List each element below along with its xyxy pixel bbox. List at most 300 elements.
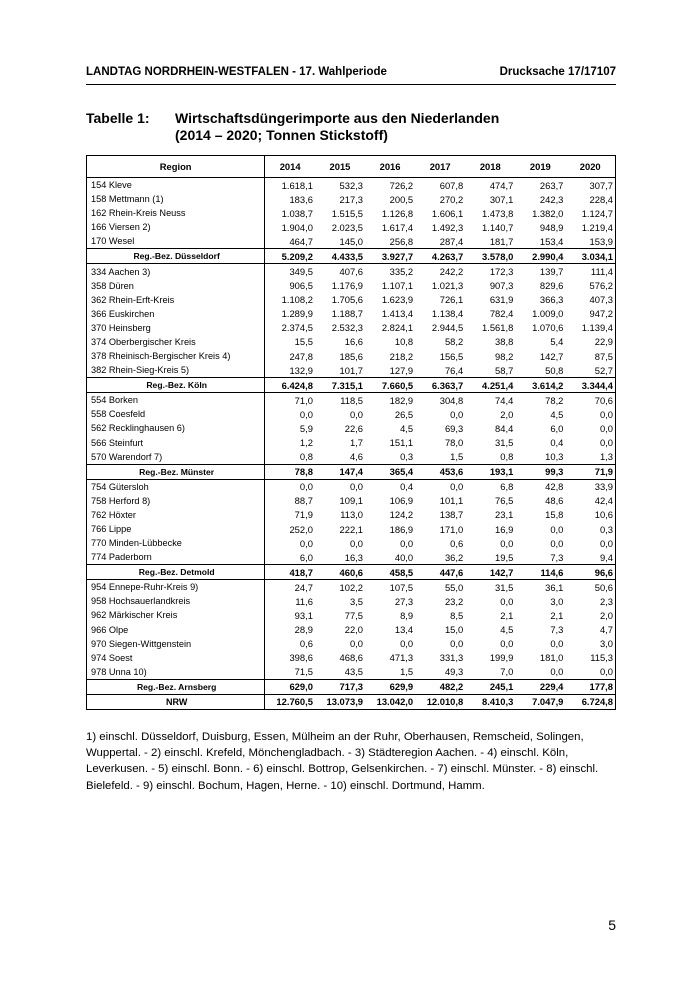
value-cell: 576,2 — [589, 280, 613, 292]
value-cell: 151,1 — [389, 437, 414, 449]
value-cell: 0,0 — [599, 437, 613, 449]
value-cell: 631,9 — [489, 294, 514, 306]
value-cell: 69,3 — [444, 422, 464, 434]
value-cell: 0,0 — [349, 481, 364, 493]
value-cell: 84,4 — [495, 422, 514, 434]
region-cell: 978 Unna 10) — [87, 665, 265, 680]
value-cell: 418,7 — [265, 565, 315, 580]
value-cell: 4,5 — [500, 624, 514, 636]
region-cell: 154 Kleve — [87, 178, 265, 193]
value-cell: 407,3 — [589, 294, 613, 306]
value-cell: 6,0 — [299, 551, 313, 563]
document-number: Drucksache 17/17107 — [499, 66, 616, 78]
region-cell: 770 Minden-Lübbecke — [87, 536, 265, 550]
table-row — [87, 335, 616, 349]
region-cell: 162 Rhein-Kreis Neuss — [87, 206, 265, 220]
data-table — [86, 155, 616, 710]
region-cell: 954 Ennepe-Ruhr-Kreis 9) — [87, 580, 265, 595]
value-cell: 1.473,8 — [482, 207, 514, 219]
value-cell: 15,8 — [545, 509, 564, 521]
value-cell: 58,7 — [495, 364, 514, 376]
value-cell: 2.824,1 — [381, 322, 414, 334]
value-cell: 256,8 — [389, 235, 414, 247]
value-cell: 13,4 — [394, 624, 414, 636]
value-cell: 0,0 — [349, 638, 364, 650]
value-cell: 42,8 — [545, 481, 564, 493]
value-cell: 447,6 — [415, 565, 465, 580]
value-cell: 102,2 — [339, 581, 364, 593]
value-cell: 726,2 — [389, 179, 414, 191]
value-cell: 132,9 — [289, 364, 313, 376]
value-cell: 242,2 — [439, 266, 464, 278]
subtotal-row — [87, 249, 616, 264]
value-cell: 3.927,7 — [365, 249, 415, 264]
value-cell: 0,0 — [550, 537, 564, 549]
value-cell: 42,4 — [594, 495, 613, 507]
value-cell: 1.070,6 — [532, 322, 564, 334]
value-cell: 287,4 — [439, 235, 464, 247]
value-cell: 50,6 — [594, 581, 613, 593]
subtotal-row — [87, 679, 616, 694]
value-cell: 0,0 — [550, 523, 564, 535]
value-cell: 0,0 — [550, 638, 564, 650]
region-cell: 382 Rhein-Sieg-Kreis 5) — [87, 363, 265, 378]
value-cell: 307,7 — [589, 179, 613, 191]
region-cell: 570 Warendorf 7) — [87, 450, 265, 465]
value-cell: 1.492,3 — [431, 221, 464, 233]
value-cell: 0,0 — [450, 481, 464, 493]
value-cell: 0,3 — [400, 451, 414, 463]
value-cell: 782,4 — [489, 308, 514, 320]
value-cell: 6.724,8 — [565, 694, 615, 709]
value-cell: 407,6 — [339, 266, 364, 278]
value-cell: 16,9 — [495, 523, 514, 535]
table-row — [87, 279, 616, 293]
value-cell: 12.010,8 — [415, 694, 465, 709]
value-cell: 245,1 — [465, 679, 515, 694]
value-cell: 77,5 — [344, 609, 364, 621]
value-cell: 218,2 — [389, 350, 414, 362]
region-cell: 166 Viersen 2) — [87, 220, 265, 234]
value-cell: 7,3 — [550, 551, 564, 563]
value-cell: 147,4 — [315, 464, 365, 479]
table-row — [87, 623, 616, 637]
table-row — [87, 494, 616, 508]
table-row — [87, 407, 616, 421]
table-row — [87, 321, 616, 335]
value-cell: 93,1 — [294, 609, 313, 621]
header-left-title: LANDTAG NORDRHEIN-WESTFALEN - 17. Wahlperiode — [86, 66, 387, 78]
value-cell: 1.124,7 — [581, 207, 613, 219]
table-row — [87, 508, 616, 522]
value-cell: 177,8 — [565, 679, 615, 694]
region-cell: Reg.-Bez. Düsseldorf — [87, 249, 265, 264]
value-cell: 38,8 — [495, 336, 514, 348]
value-cell: 474,7 — [489, 179, 514, 191]
value-cell: 101,1 — [439, 495, 464, 507]
value-cell: 1.139,4 — [581, 322, 613, 334]
table-row — [87, 522, 616, 536]
value-cell: 1.176,9 — [331, 280, 364, 292]
value-cell: 23,1 — [495, 509, 514, 521]
table-row — [87, 307, 616, 321]
value-cell: 8,5 — [450, 609, 464, 621]
value-cell: 270,2 — [439, 193, 464, 205]
value-cell: 70,6 — [594, 394, 613, 406]
region-cell: NRW — [87, 694, 265, 709]
value-cell: 0,0 — [299, 408, 313, 420]
value-cell: 252,0 — [289, 523, 313, 535]
value-cell: 307,1 — [489, 193, 514, 205]
value-cell: 40,0 — [394, 551, 414, 563]
value-cell: 181,7 — [489, 235, 514, 247]
value-cell: 1.561,8 — [482, 322, 514, 334]
value-cell: 1.705,6 — [331, 294, 364, 306]
value-cell: 349,5 — [289, 266, 313, 278]
table-row — [87, 264, 616, 279]
value-cell: 471,3 — [389, 652, 414, 664]
value-cell: 15,5 — [294, 336, 313, 348]
column-header: 2017 — [415, 156, 465, 178]
value-cell: 0,8 — [299, 451, 313, 463]
value-cell: 906,5 — [289, 280, 313, 292]
value-cell: 43,5 — [344, 666, 364, 678]
value-cell: 13.073,9 — [315, 694, 365, 709]
value-cell: 0,3 — [599, 523, 613, 535]
value-cell: 114,6 — [515, 565, 565, 580]
value-cell: 172,3 — [489, 266, 514, 278]
value-cell: 142,7 — [539, 350, 564, 362]
value-cell: 2,3 — [599, 595, 613, 607]
value-cell: 0,0 — [450, 408, 464, 420]
value-cell: 458,5 — [365, 565, 415, 580]
value-cell: 10,3 — [545, 451, 564, 463]
value-cell: 0,0 — [400, 638, 414, 650]
value-cell: 1,5 — [400, 666, 414, 678]
value-cell: 33,9 — [594, 481, 613, 493]
column-header: 2019 — [515, 156, 565, 178]
value-cell: 16,3 — [344, 551, 364, 563]
value-cell: 10,8 — [394, 336, 414, 348]
table-row — [87, 580, 616, 595]
value-cell: 0,0 — [349, 537, 364, 549]
value-cell: 50,8 — [545, 364, 564, 376]
value-cell: 200,5 — [389, 193, 414, 205]
value-cell: 1.606,1 — [431, 207, 464, 219]
value-cell: 101,7 — [339, 364, 364, 376]
value-cell: 78,8 — [265, 464, 315, 479]
region-cell: 958 Hochsauerlandkreis — [87, 594, 265, 608]
value-cell: 113,0 — [340, 509, 364, 521]
value-cell: 2.944,5 — [431, 322, 464, 334]
value-cell: 16,6 — [344, 336, 364, 348]
value-cell: 181,0 — [539, 652, 564, 664]
value-cell: 1.617,4 — [381, 221, 414, 233]
table-title-line-1: Wirtschaftsdüngerimporte aus den Niederlanden — [175, 110, 500, 126]
value-cell: 6.424,8 — [265, 378, 315, 393]
value-cell: 0,6 — [450, 537, 464, 549]
value-cell: 0,8 — [500, 451, 514, 463]
value-cell: 8.410,3 — [465, 694, 515, 709]
value-cell: 12.760,5 — [265, 694, 315, 709]
page-number: 5 — [608, 917, 616, 933]
value-cell: 0,4 — [550, 437, 564, 449]
region-cell: 158 Mettmann (1) — [87, 192, 265, 206]
region-cell: 374 Oberbergischer Kreis — [87, 335, 265, 349]
region-cell: 970 Siegen-Wittgenstein — [87, 637, 265, 651]
value-cell: 76,5 — [495, 495, 514, 507]
region-cell: Reg.-Bez. Münster — [87, 464, 265, 479]
value-cell: 2.532,3 — [331, 322, 364, 334]
table-row — [87, 550, 616, 565]
value-cell: 6,0 — [550, 422, 564, 434]
value-cell: 1.413,4 — [381, 308, 414, 320]
value-cell: 99,3 — [515, 464, 565, 479]
value-cell: 0,0 — [450, 638, 464, 650]
table-row — [87, 349, 616, 363]
value-cell: 156,5 — [439, 350, 464, 362]
value-cell: 22,0 — [344, 624, 364, 636]
value-cell: 1.108,2 — [281, 294, 313, 306]
value-cell: 0,0 — [500, 537, 514, 549]
region-cell: 766 Lippe — [87, 522, 265, 536]
region-cell: 378 Rheinisch-Bergischer Kreis 4) — [87, 349, 265, 363]
region-cell: 762 Höxter — [87, 508, 265, 522]
value-cell: 1.138,4 — [431, 308, 464, 320]
value-cell: 124,2 — [389, 509, 414, 521]
value-cell: 222,1 — [339, 523, 364, 535]
value-cell: 3,0 — [599, 638, 613, 650]
value-cell: 153,4 — [539, 235, 564, 247]
value-cell: 1.289,9 — [281, 308, 313, 320]
value-cell: 726,1 — [439, 294, 464, 306]
value-cell: 1.107,1 — [381, 280, 414, 292]
value-cell: 5,4 — [550, 336, 564, 348]
value-cell: 88,7 — [294, 495, 313, 507]
value-cell: 115,3 — [590, 652, 613, 664]
value-cell: 142,7 — [465, 565, 515, 580]
table-row — [87, 436, 616, 450]
region-cell: 974 Soest — [87, 651, 265, 665]
value-cell: 145,0 — [339, 235, 364, 247]
column-header: Region — [87, 156, 265, 178]
column-header: 2020 — [565, 156, 615, 178]
table-row — [87, 450, 616, 465]
value-cell: 183,6 — [289, 193, 313, 205]
value-cell: 111,4 — [590, 266, 613, 278]
table-row — [87, 293, 616, 307]
subtotal-row — [87, 464, 616, 479]
value-cell: 199,9 — [489, 652, 514, 664]
value-cell: 127,9 — [389, 364, 414, 376]
value-cell: 78,0 — [444, 437, 464, 449]
value-cell: 10,6 — [594, 509, 613, 521]
page-header — [86, 66, 616, 78]
value-cell: 1.140,7 — [482, 221, 514, 233]
region-cell: Reg.-Bez. Arnsberg — [87, 679, 265, 694]
region-cell: 774 Paderborn — [87, 550, 265, 565]
table-label: Tabelle 1: — [86, 110, 150, 126]
value-cell: 52,7 — [594, 364, 613, 376]
table-row — [87, 178, 616, 193]
value-cell: 3.034,1 — [565, 249, 615, 264]
table-header-row — [87, 156, 616, 178]
value-cell: 247,8 — [289, 350, 313, 362]
value-cell: 48,6 — [545, 495, 564, 507]
value-cell: 4,5 — [550, 408, 564, 420]
value-cell: 3,5 — [349, 595, 364, 607]
region-cell: 362 Rhein-Erft-Kreis — [87, 293, 265, 307]
value-cell: 4,7 — [599, 624, 613, 636]
value-cell: 4.251,4 — [465, 378, 515, 393]
value-cell: 948,9 — [539, 221, 564, 233]
value-cell: 1.009,0 — [532, 308, 564, 320]
table-row — [87, 536, 616, 550]
value-cell: 366,3 — [539, 294, 564, 306]
table-row — [87, 637, 616, 651]
value-cell: 242,3 — [539, 193, 564, 205]
value-cell: 78,2 — [545, 394, 564, 406]
value-cell: 0,0 — [299, 481, 313, 493]
value-cell: 107,5 — [389, 581, 414, 593]
region-cell: 554 Borken — [87, 393, 265, 408]
value-cell: 0,0 — [349, 408, 364, 420]
value-cell: 71,5 — [294, 666, 313, 678]
value-cell: 7,0 — [500, 666, 514, 678]
value-cell: 31,5 — [495, 437, 514, 449]
value-cell: 49,3 — [444, 666, 464, 678]
value-cell: 1,3 — [599, 451, 613, 463]
region-cell: 966 Olpe — [87, 623, 265, 637]
value-cell: 217,3 — [339, 193, 364, 205]
value-cell: 5.209,2 — [265, 249, 315, 264]
region-cell: Reg.-Bez. Köln — [87, 378, 265, 393]
value-cell: 1.126,8 — [381, 207, 414, 219]
region-cell: 566 Steinfurt — [87, 436, 265, 450]
value-cell: 717,3 — [315, 679, 365, 694]
column-header: 2016 — [365, 156, 415, 178]
value-cell: 71,0 — [294, 394, 313, 406]
value-cell: 185,6 — [339, 350, 364, 362]
value-cell: 453,6 — [415, 464, 465, 479]
value-cell: 11,6 — [295, 595, 313, 607]
table-row — [87, 479, 616, 494]
table-row — [87, 608, 616, 622]
value-cell: 3.578,0 — [465, 249, 515, 264]
value-cell: 9,4 — [599, 551, 613, 563]
value-cell: 2.023,5 — [331, 221, 364, 233]
value-cell: 1.188,7 — [331, 308, 364, 320]
value-cell: 4,6 — [349, 451, 364, 463]
value-cell: 3,0 — [550, 595, 564, 607]
value-cell: 468,6 — [339, 652, 364, 664]
value-cell: 0,0 — [599, 408, 613, 420]
value-cell: 1.618,1 — [281, 179, 313, 191]
value-cell: 28,9 — [294, 624, 313, 636]
value-cell: 629,9 — [365, 679, 415, 694]
value-cell: 0,6 — [299, 638, 313, 650]
table-row — [87, 393, 616, 408]
table-row — [87, 192, 616, 206]
value-cell: 55,0 — [444, 581, 464, 593]
value-cell: 0,0 — [599, 537, 613, 549]
value-cell: 1,7 — [349, 437, 364, 449]
region-cell: 562 Recklinghausen 6) — [87, 421, 265, 435]
value-cell: 23,2 — [444, 595, 464, 607]
value-cell: 0,0 — [550, 666, 564, 678]
table-row — [87, 363, 616, 378]
value-cell: 2,0 — [500, 408, 514, 420]
value-cell: 1.623,9 — [381, 294, 414, 306]
value-cell: 106,9 — [389, 495, 414, 507]
region-cell: 962 Märkischer Kreis — [87, 608, 265, 622]
value-cell: 0,4 — [400, 481, 414, 493]
value-cell: 829,6 — [539, 280, 564, 292]
value-cell: 22,6 — [344, 422, 364, 434]
value-cell: 1.219,4 — [581, 221, 613, 233]
column-header: 2014 — [265, 156, 315, 178]
table-row — [87, 220, 616, 234]
table-row — [87, 594, 616, 608]
value-cell: 1.904,0 — [281, 221, 313, 233]
value-cell: 228,4 — [589, 193, 613, 205]
value-cell: 7,3 — [550, 624, 564, 636]
value-cell: 304,8 — [439, 394, 464, 406]
value-cell: 98,2 — [495, 350, 514, 362]
table-row — [87, 234, 616, 249]
value-cell: 1.021,3 — [431, 280, 464, 292]
value-cell: 335,2 — [389, 266, 414, 278]
value-cell: 7.315,1 — [315, 378, 365, 393]
value-cell: 76,4 — [444, 364, 464, 376]
value-cell: 74,4 — [495, 394, 514, 406]
value-cell: 15,0 — [444, 624, 464, 636]
value-cell: 398,6 — [289, 652, 313, 664]
table-row — [87, 665, 616, 680]
value-cell: 186,9 — [389, 523, 414, 535]
value-cell: 87,5 — [594, 350, 613, 362]
value-cell: 171,0 — [439, 523, 464, 535]
value-cell: 460,6 — [315, 565, 365, 580]
value-cell: 71,9 — [565, 464, 615, 479]
value-cell: 0,0 — [299, 537, 313, 549]
value-cell: 13.042,0 — [365, 694, 415, 709]
value-cell: 4,5 — [400, 422, 414, 434]
value-cell: 22,9 — [594, 336, 613, 348]
value-cell: 27,3 — [394, 595, 414, 607]
subtotal-row — [87, 378, 616, 393]
value-cell: 2.990,4 — [515, 249, 565, 264]
value-cell: 263,7 — [539, 179, 564, 191]
value-cell: 1.038,7 — [281, 207, 313, 219]
value-cell: 7.660,5 — [365, 378, 415, 393]
value-cell: 6,8 — [500, 481, 514, 493]
value-cell: 58,2 — [444, 336, 464, 348]
region-cell: 358 Düren — [87, 279, 265, 293]
value-cell: 331,3 — [439, 652, 464, 664]
value-cell: 0,0 — [500, 638, 514, 650]
region-cell: 754 Gütersloh — [87, 479, 265, 494]
value-cell: 629,0 — [265, 679, 315, 694]
value-cell: 947,2 — [589, 308, 613, 320]
table-title-line-2: (2014 – 2020; Tonnen Stickstoff) — [175, 127, 388, 143]
region-cell: 558 Coesfeld — [87, 407, 265, 421]
table-row — [87, 651, 616, 665]
value-cell: 1.382,0 — [532, 207, 564, 219]
value-cell: 365,4 — [365, 464, 415, 479]
region-cell: 366 Euskirchen — [87, 307, 265, 321]
region-cell: 334 Aachen 3) — [87, 264, 265, 279]
